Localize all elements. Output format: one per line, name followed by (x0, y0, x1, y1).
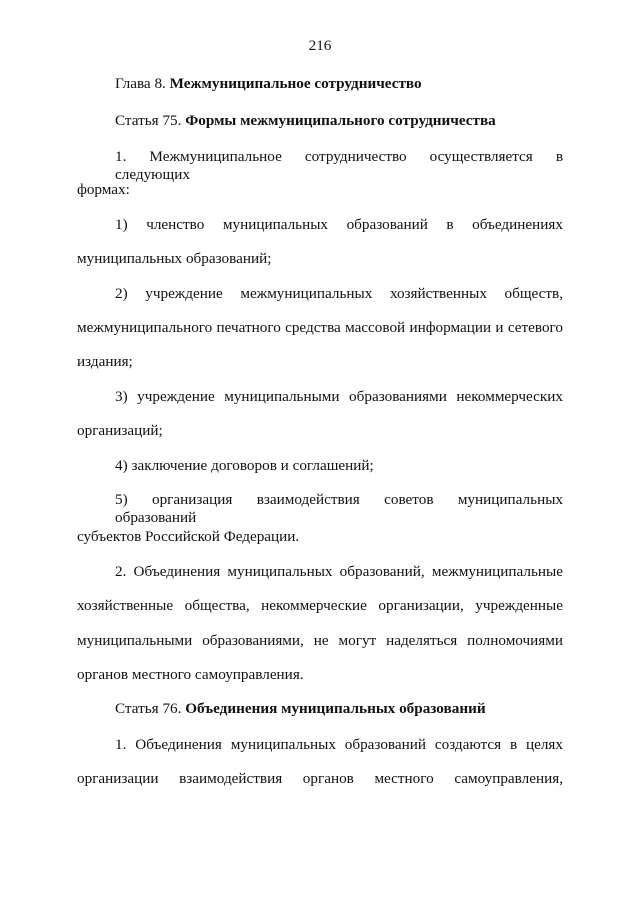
a75-p2-line2: хозяйственные общества, некоммерческие организации, учрежденные (77, 597, 563, 614)
a76-p1-line2: организации взаимодействия органов местного самоуправления, (77, 770, 563, 787)
page-number: 216 (308, 37, 332, 54)
a75-item5-line2: субъектов Российской Федерации. (77, 528, 300, 545)
a75-item1-line2: муниципальных образований; (77, 250, 272, 267)
article-75-prefix: Статья 75. (115, 112, 182, 129)
article-76-heading (115, 700, 486, 718)
a75-p1-line2: формах: (77, 181, 130, 198)
a76-p1-line1: 1. Объединения муниципальных образований создаются в целях (115, 736, 563, 753)
a75-item1-line1: 1) членство муниципальных образований в объединениях (115, 216, 563, 233)
a75-item4-line1: 4) заключение договоров и соглашений; (115, 457, 374, 474)
a75-item3-line2: организаций; (77, 422, 163, 439)
a75-item2-line3: издания; (77, 353, 133, 370)
a75-p2-line1: 2. Объединения муниципальных образований, межмуниципальные (115, 563, 563, 580)
a75-item3-line1: 3) учреждение муниципальными образованиями некоммерческих (115, 388, 563, 405)
chapter-heading (115, 75, 422, 93)
chapter-prefix: Глава 8. (115, 75, 166, 92)
article-76-prefix: Статья 76. (115, 700, 182, 717)
a75-p1-line1: 1. Межмуниципальное сотрудничество осуществляется в следующих (115, 148, 563, 183)
a75-p2-line3: муниципальными образованиями, не могут наделяться полномочиями (77, 632, 563, 649)
article-75-heading (115, 112, 496, 130)
chapter-title: Межмуниципальное сотрудничество (169, 75, 422, 92)
a75-item2-line1: 2) учреждение межмуниципальных хозяйственных обществ, (115, 285, 563, 302)
a75-p2-line4: органов местного самоуправления. (77, 666, 304, 683)
a75-item2-line2: межмуниципального печатного средства массовой информации и сетевого (77, 319, 563, 336)
article-76-title: Объединения муниципальных образований (185, 700, 486, 717)
article-75-title: Формы межмуниципального сотрудничества (185, 112, 496, 129)
a75-item5-line1: 5) организация взаимодействия советов муниципальных образований (115, 491, 563, 526)
